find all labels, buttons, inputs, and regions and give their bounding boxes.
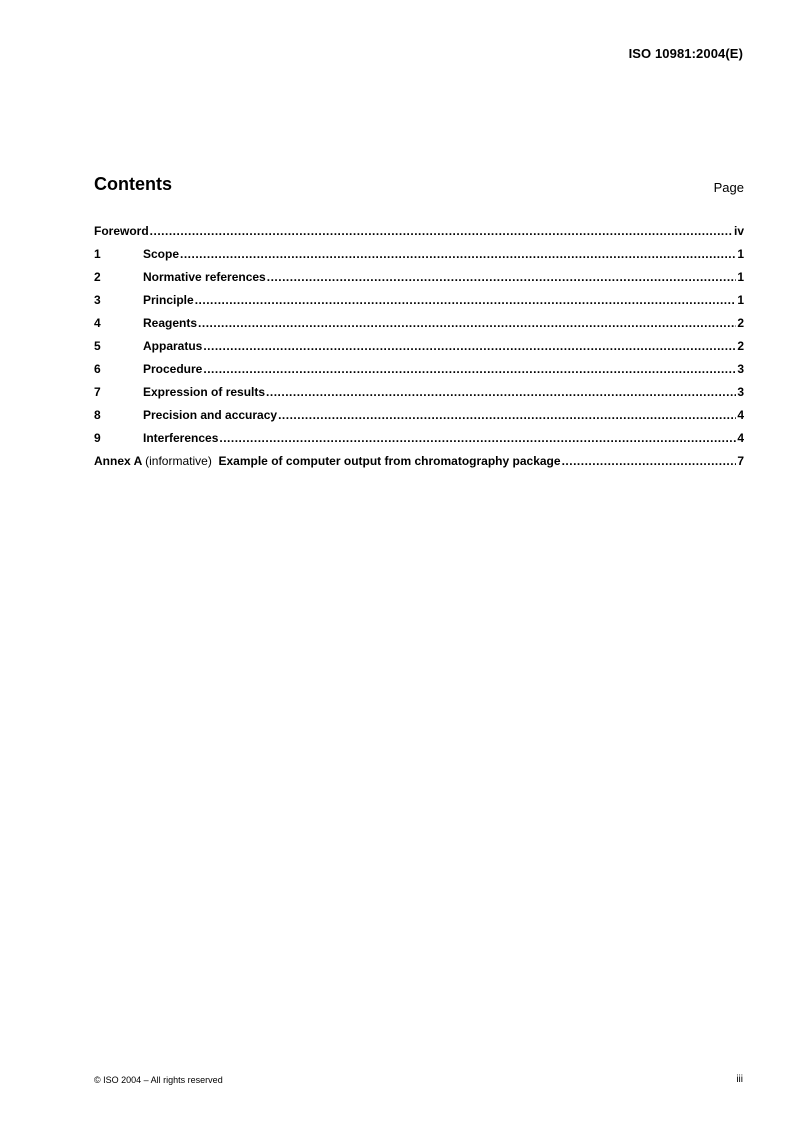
toc-entry-page: 1 bbox=[737, 247, 744, 261]
toc-entry-page: 2 bbox=[737, 316, 744, 330]
toc-entry-page: 1 bbox=[737, 270, 744, 284]
toc-entry-principle[interactable] bbox=[94, 293, 744, 316]
toc-entry-label: Precision and accuracy bbox=[143, 408, 278, 422]
toc-entry-scope[interactable] bbox=[94, 247, 744, 270]
toc-entry-number: 4 bbox=[94, 316, 101, 330]
toc-entry-interferences[interactable] bbox=[94, 431, 744, 454]
toc-entry-label: Reagents bbox=[143, 316, 198, 330]
toc-annex-label bbox=[94, 454, 561, 468]
toc-entry-apparatus[interactable] bbox=[94, 339, 744, 362]
toc-entry-page: 1 bbox=[737, 293, 744, 307]
contents-title: Contents bbox=[94, 174, 172, 194]
toc-annex-title: Example of computer output from chromatography package bbox=[218, 454, 561, 468]
toc-annex-prefix: Annex A bbox=[94, 454, 142, 468]
contents-header bbox=[94, 174, 744, 198]
toc-entry-label: Scope bbox=[143, 247, 180, 261]
toc-entry-label: Expression of results bbox=[143, 385, 266, 399]
footer-page-number: iii bbox=[736, 1074, 743, 1085]
toc-entry-normative-references[interactable] bbox=[94, 270, 744, 293]
toc-entry-number: 3 bbox=[94, 293, 101, 307]
toc-entry-expression-of-results[interactable] bbox=[94, 385, 744, 408]
toc-entry-label: Apparatus bbox=[143, 339, 203, 353]
toc-entry-page: 3 bbox=[737, 385, 744, 399]
toc-entry-number: 8 bbox=[94, 408, 101, 422]
toc-leader-dots bbox=[266, 385, 736, 399]
toc-leader-dots bbox=[278, 408, 736, 422]
toc-entry-procedure[interactable] bbox=[94, 362, 744, 385]
toc-entry-reagents[interactable] bbox=[94, 316, 744, 339]
toc-entry-number: 6 bbox=[94, 362, 101, 376]
toc-entry-label: Interferences bbox=[143, 431, 219, 445]
toc-entry-page: 7 bbox=[737, 454, 744, 468]
toc-leader-dots bbox=[219, 431, 736, 445]
toc-leader-dots bbox=[195, 293, 737, 307]
toc-entry-label: Foreword bbox=[94, 224, 149, 238]
toc-annex-note: (informative) bbox=[145, 454, 212, 468]
toc-leader-dots bbox=[203, 362, 736, 376]
toc-entry-number: 9 bbox=[94, 431, 101, 445]
toc-entry-page: 4 bbox=[737, 408, 744, 422]
toc-leader-dots bbox=[180, 247, 736, 261]
toc-entry-label: Normative references bbox=[143, 270, 266, 284]
toc-entry-annex-a[interactable] bbox=[94, 454, 744, 477]
document-id: ISO 10981:2004(E) bbox=[628, 46, 743, 61]
toc-leader-dots bbox=[562, 454, 737, 468]
toc-entry-label: Principle bbox=[143, 293, 194, 307]
toc-entry-label: Procedure bbox=[143, 362, 203, 376]
toc-entry-number: 2 bbox=[94, 270, 101, 284]
toc-entry-foreword[interactable] bbox=[94, 224, 744, 247]
toc-leader-dots bbox=[150, 224, 733, 238]
toc-leader-dots bbox=[198, 316, 736, 330]
toc-leader-dots bbox=[203, 339, 736, 353]
toc-entry-number: 1 bbox=[94, 247, 101, 261]
toc-entry-number: 5 bbox=[94, 339, 101, 353]
toc-entry-page: 3 bbox=[737, 362, 744, 376]
footer-copyright: © ISO 2004 – All rights reserved bbox=[94, 1075, 223, 1085]
toc-entry-page: 4 bbox=[737, 431, 744, 445]
toc-entry-page: 2 bbox=[737, 339, 744, 353]
toc-entry-precision-and-accuracy[interactable] bbox=[94, 408, 744, 431]
toc-leader-dots bbox=[267, 270, 737, 284]
table-of-contents bbox=[94, 224, 744, 477]
page-column-label: Page bbox=[713, 180, 744, 195]
toc-entry-number: 7 bbox=[94, 385, 101, 399]
toc-entry-page: iv bbox=[733, 224, 744, 238]
